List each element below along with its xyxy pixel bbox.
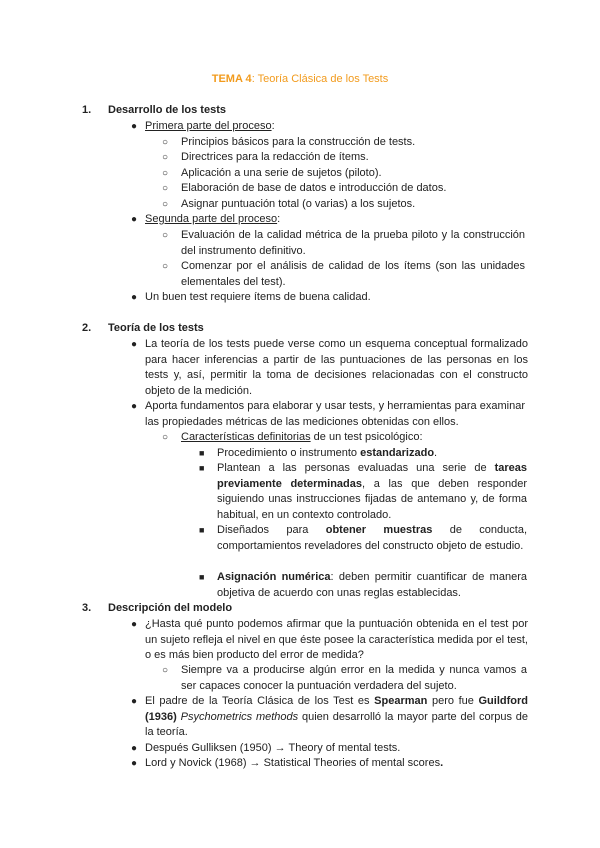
text-bold: Spearman xyxy=(374,695,428,707)
list-item: Evaluación de la calidad métrica de la prueba piloto y la construcción del instrumento definitivo. xyxy=(181,229,525,257)
text-run: : deben permitir cuantificar de manera objetiva de acuerdo con unas reglas establecidas. xyxy=(217,571,527,599)
text-bold: Guildford (1936) xyxy=(145,695,528,723)
part1-label: Primera parte del proceso xyxy=(145,120,272,132)
characteristics-label: Características definitorias xyxy=(181,431,311,443)
section-title: Desarrollo de los tests xyxy=(108,104,226,116)
bullet-icon: ● xyxy=(131,696,138,707)
list-item: Asignar puntuación total (o varias) a los sujetos. xyxy=(181,198,416,210)
circle-bullet-icon: ○ xyxy=(162,152,169,163)
list-item xyxy=(217,461,527,523)
bullet-icon: ● xyxy=(131,401,138,412)
text-run: Procedimiento o instrumento xyxy=(217,447,361,459)
section-number: 3. xyxy=(82,602,92,614)
section-title: Descripción del modelo xyxy=(108,602,233,614)
bullet-icon: ● xyxy=(131,121,138,132)
circle-bullet-icon: ○ xyxy=(162,199,169,210)
list-item: Primera parte del proceso: xyxy=(145,120,275,132)
list-item xyxy=(217,523,527,554)
title-rest: : Teoría Clásica de los Tests xyxy=(251,73,389,85)
bullet-icon: ● xyxy=(131,339,138,350)
list-item: Segunda parte del proceso: xyxy=(145,213,281,225)
square-bullet-icon: ■ xyxy=(199,448,205,458)
text-bold: tareas previamente determinadas xyxy=(217,462,527,490)
page-title xyxy=(0,72,600,88)
bullet-icon: ● xyxy=(131,292,138,303)
section-title: Teoría de los tests xyxy=(108,322,204,334)
text-run: Plantean a las personas evaluadas una serie de xyxy=(217,462,495,474)
circle-bullet-icon: ○ xyxy=(162,665,169,676)
list-item: Aplicación a una serie de sujetos (piloto). xyxy=(181,167,382,179)
paragraph: ¿Hasta qué punto podemos afirmar que la puntuación obtenida en el test por un sujeto refleja el nivel en que éste posee la característica medida por el test, o es más bien producto del error de medida? xyxy=(145,618,528,661)
text-run: . xyxy=(434,447,438,459)
bullet-icon: ● xyxy=(131,758,138,769)
square-bullet-icon: ■ xyxy=(199,463,205,473)
circle-bullet-icon: ○ xyxy=(162,432,169,443)
square-bullet-icon: ■ xyxy=(199,572,205,582)
bullet-icon: ● xyxy=(131,619,138,630)
list-item: Principios básicos para la construcción de tests. xyxy=(181,136,416,148)
list-item xyxy=(181,430,423,446)
text-bold: obtener muestras xyxy=(325,524,433,536)
section-number: 2. xyxy=(82,322,92,334)
circle-bullet-icon: ○ xyxy=(162,168,169,179)
paragraph: La teoría de los tests puede verse como un esquema conceptual formalizado para hacer inferencias a partir de las puntuaciones de las personas en los tests y, así, permitir la toma de decisiones relacionadas con el constructo objeto de la medición. xyxy=(145,338,528,397)
list-item: Después Gulliksen (1950) → Theory of mental tests. xyxy=(145,742,401,754)
section-number: 1. xyxy=(82,104,92,116)
square-bullet-icon: ■ xyxy=(199,525,205,535)
text-run: Lord y Novick (1968) → Statistical Theories of mental scores xyxy=(145,757,441,769)
circle-bullet-icon: ○ xyxy=(162,230,169,241)
circle-bullet-icon: ○ xyxy=(162,183,169,194)
text-bold: . xyxy=(440,757,444,769)
paragraph xyxy=(145,694,528,741)
text-run: pero fue xyxy=(427,695,479,707)
text-run: El padre de la Teoría Clásica de los Test es xyxy=(145,695,375,707)
list-item xyxy=(145,756,443,772)
bullet-icon: ● xyxy=(131,214,138,225)
bullet-icon: ● xyxy=(131,743,138,754)
text-run: quien desarrolló la mayor parte del corpus de la teoría. xyxy=(145,710,529,738)
part2-label: Segunda parte del proceso xyxy=(145,213,278,225)
characteristics-rest: de un test psicológico: xyxy=(310,431,423,443)
circle-bullet-icon: ○ xyxy=(162,137,169,148)
list-item xyxy=(217,446,437,462)
list-item: Elaboración de base de datos e introducción de datos. xyxy=(181,182,447,194)
list-item: Comenzar por el análisis de calidad de los ítems (son las unidades elementales del test). xyxy=(181,260,525,288)
title-bold: TEMA 4 xyxy=(211,73,252,85)
list-item xyxy=(217,570,527,601)
text-italic: Psychometrics methods xyxy=(180,710,299,723)
paragraph: Aporta fundamentos para elaborar y usar tests, y herramientas para examinar las propiedades métricas de las mediciones obtenidas con ellos. xyxy=(145,400,525,428)
list-item: Un buen test requiere ítems de buena calidad. xyxy=(145,291,371,303)
text-run: , a las que deben responder siguiendo unas instrucciones fijadas de antemano y, de forma habitual, en un contexto controlado. xyxy=(217,477,527,521)
text-run: Diseñados para xyxy=(217,524,326,536)
circle-bullet-icon: ○ xyxy=(162,261,169,272)
list-item: Directrices para la redacción de ítems. xyxy=(181,151,369,163)
text-bold: Asignación numérica xyxy=(217,571,331,583)
text-bold: estandarizado xyxy=(360,447,435,459)
text-run: de conducta, comportamientos reveladores del constructo objeto de estudio. xyxy=(217,524,527,552)
list-item: Siempre va a producirse algún error en la medida y nunca vamos a ser capaces conocer la puntuación verdadera del sujeto. xyxy=(181,664,527,692)
